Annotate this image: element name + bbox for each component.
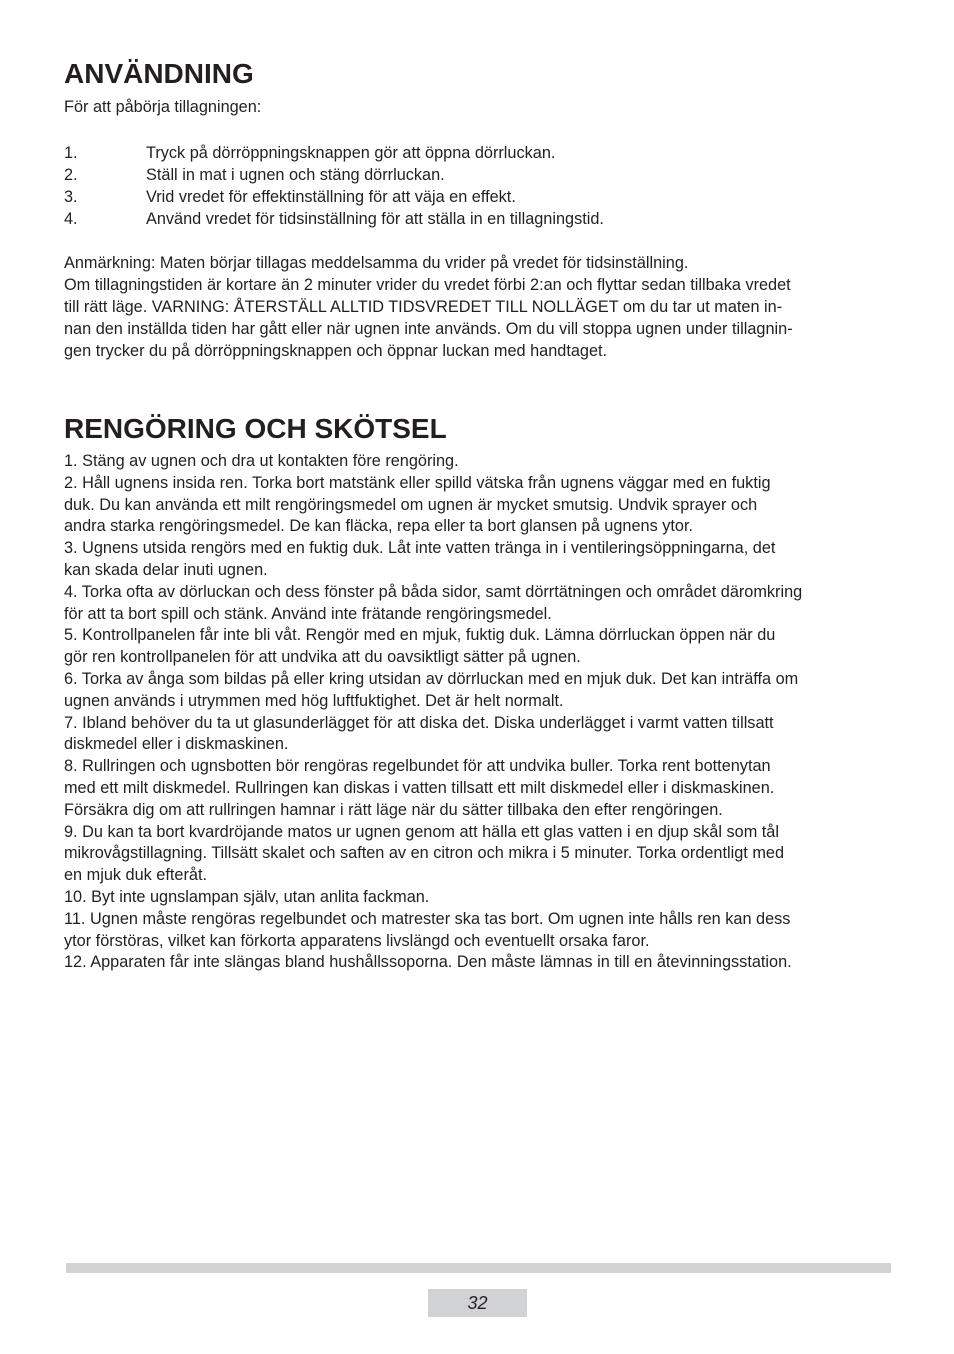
cleaning-list [64, 451, 894, 974]
cleaning-line: duk. Du kan använda ett milt rengöringsmedel om ugnen är mycket smutsig. Undvik sprayer och [64, 495, 758, 514]
note-line: gen trycker du på dörröppningsknappen och öppnar luckan med handtaget. [64, 342, 608, 360]
usage-steps-list [64, 142, 894, 230]
usage-heading: ANVÄNDNING [64, 58, 254, 89]
list-item [64, 208, 894, 230]
step-number: 1. [64, 144, 78, 162]
document-page [64, 56, 894, 974]
cleaning-line: mikrovågstillagning. Tillsätt skalet och saften av en citron och mikra i 5 minuter. Torka ordentligt med [64, 844, 785, 863]
cleaning-line: ugnen används i utrymmen med hög luftfuktighet. Det är helt normalt. [64, 691, 564, 710]
cleaning-line: 8. Rullringen och ugnsbotten bör rengöras regelbundet för att undvika buller. Torka rent bottenytan [64, 757, 771, 776]
note-line: Om tillagningstiden är kortare än 2 minuter vrider du vredet förbi 2:an och flyttar sedan tillbaka vredet [64, 276, 791, 294]
cleaning-line: 7. Ibland behöver du ta ut glasunderlägget för att diska det. Diska underlägget i varmt vatten tillsatt [64, 713, 774, 732]
cleaning-heading: RENGÖRING OCH SKÖTSEL [64, 413, 447, 444]
cleaning-line: 9. Du kan ta bort kvardröjande matos ur ugnen genom att hälla ett glas vatten i en djup skål som tål [64, 822, 779, 841]
cleaning-line: ytor förstöras, vilket kan förkorta apparatens livslängd och eventuellt orsaka faror. [64, 931, 650, 950]
cleaning-line: 11. Ugnen måste rengöras regelbundet och matrester ska tas bort. Om ugnen inte hålls ren kan dess [64, 909, 791, 928]
cleaning-line: gör ren kontrollpanelen för att undvika att du oavsiktligt sätter på ugnen. [64, 648, 581, 667]
step-text: Använd vredet för tidsinställning för att ställa in en tillagningstid. [146, 210, 604, 228]
cleaning-line: 6. Torka av ånga som bildas på eller kring utsidan av dörrluckan med en mjuk duk. Det kan inträffa om [64, 669, 799, 688]
cleaning-line: 3. Ugnens utsida rengörs med en fuktig duk. Låt inte vatten tränga in i ventileringsöppningarna, det [64, 539, 776, 558]
cleaning-line: 4. Torka ofta av dörluckan och dess fönster på båda sidor, samt dörrtätningen och området däromkring [64, 582, 803, 601]
list-item [64, 142, 894, 164]
cleaning-line: diskmedel eller i diskmaskinen. [64, 735, 289, 754]
cleaning-line: 2. Håll ugnens insida ren. Torka bort matstänk eller spilld vätska från ugnens väggar med en fuktig [64, 473, 771, 492]
list-item [64, 164, 894, 186]
usage-note [64, 252, 894, 362]
cleaning-line: Försäkra dig om att rullringen hamnar i rätt läge när du sätter tillbaka den efter rengöringen. [64, 800, 723, 819]
note-line: nan den inställda tiden har gått eller när ugnen inte används. Om du vill stoppa ugnen under tillagnin- [64, 320, 793, 338]
step-number: 4. [64, 210, 78, 228]
note-line: Anmärkning: Maten börjar tillagas meddelsamma du vrider på vredet för tidsinställning. [64, 254, 689, 272]
cleaning-line: en mjuk duk efteråt. [64, 866, 207, 885]
list-item [64, 186, 894, 208]
note-line: till rätt läge. VARNING: ÅTERSTÄLL ALLTID TIDSVREDET TILL NOLLÄGET om du tar ut maten in- [64, 298, 783, 316]
cleaning-line: 10. Byt inte ugnslampan själv, utan anlita fackman. [64, 887, 430, 906]
cleaning-line: kan skada delar inuti ugnen. [64, 560, 268, 579]
usage-intro: För att påbörja tillagningen: [64, 98, 262, 116]
cleaning-line: med ett milt diskmedel. Rullringen kan diskas i vatten tillsatt ett milt diskmedel eller i diskmaskinen. [64, 778, 775, 797]
step-number: 3. [64, 188, 78, 206]
step-text: Vrid vredet för effektinställning för att väja en effekt. [146, 188, 516, 206]
cleaning-line: 12. Apparaten får inte slängas bland hushållssoporna. Den måste lämnas in till en åtevinningsstation. [64, 953, 792, 972]
step-text: Tryck på dörröppningsknappen gör att öppna dörrluckan. [146, 144, 556, 162]
cleaning-line: för att ta bort spill och stänk. Använd inte frätande rengöringsmedel. [64, 604, 552, 623]
footer-divider [66, 1263, 891, 1273]
usage-section [64, 56, 894, 362]
cleaning-section [64, 411, 894, 974]
page-number: 32 [428, 1289, 527, 1317]
cleaning-line: 5. Kontrollpanelen får inte bli våt. Rengör med en mjuk, fuktig duk. Lämna dörrluckan öppen när du [64, 626, 776, 645]
step-number: 2. [64, 166, 78, 184]
step-text: Ställ in mat i ugnen och stäng dörrluckan. [146, 166, 445, 184]
cleaning-line: 1. Stäng av ugnen och dra ut kontakten före rengöring. [64, 452, 459, 470]
cleaning-line: andra starka rengöringsmedel. De kan fläcka, repa eller ta bort glansen på ugnens ytor. [64, 517, 694, 536]
